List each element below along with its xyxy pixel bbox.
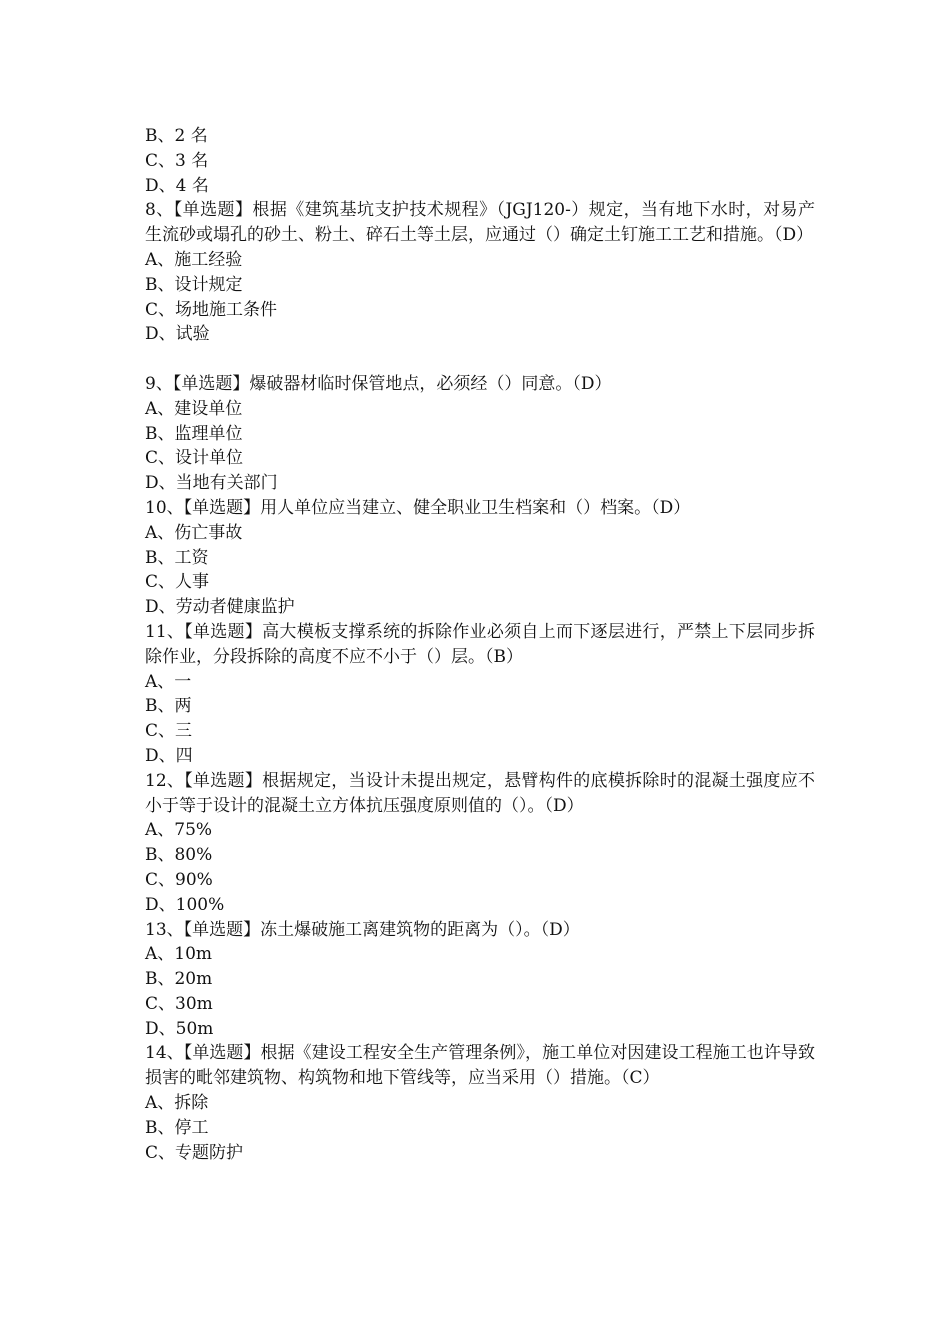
- answer-option: B、80%: [145, 845, 213, 866]
- answer-option: D、劳动者健康监护: [145, 597, 295, 618]
- answer-option: B、工资: [145, 547, 209, 568]
- question-text: 11、【单选题】高大模板支撑系统的拆除作业必须自上而下逐层进行，严禁上下层同步拆除作业，分段拆除的高度不应不小于（）层。（B）: [145, 621, 815, 667]
- answer-option: C、专题防护: [145, 1142, 244, 1163]
- answer-option: D、试验: [145, 324, 210, 345]
- answer-option: D、100%: [145, 894, 225, 915]
- answer-option: A、拆除: [145, 1093, 209, 1114]
- answer-option: B、停工: [145, 1117, 209, 1138]
- answer-option: C、三: [145, 721, 193, 742]
- answer-option: C、30m: [145, 993, 213, 1014]
- document-page: [145, 124, 815, 1165]
- answer-option: C、3 名: [145, 150, 209, 171]
- answer-option: D、50m: [145, 1018, 214, 1039]
- answer-option: A、伤亡事故: [145, 522, 243, 543]
- answer-option: D、四: [145, 745, 193, 766]
- answer-option: C、人事: [145, 572, 210, 593]
- answer-option: B、20m: [145, 969, 213, 990]
- question-text: 10、【单选题】用人单位应当建立、健全职业卫生档案和（）档案。（D）: [145, 497, 691, 518]
- answer-option: B、设计规定: [145, 274, 243, 295]
- answer-option: B、监理单位: [145, 423, 243, 444]
- answer-option: C、设计单位: [145, 448, 244, 469]
- blank-line: [145, 347, 815, 372]
- question-text: 14、【单选题】根据《建设工程安全生产管理条例》，施工单位对因建设工程施工也许导致损害的毗邻建筑物、构筑物和地下管线等，应当采用（）措施。（C）: [145, 1043, 815, 1089]
- answer-option: A、10m: [145, 944, 213, 965]
- answer-option: C、90%: [145, 869, 213, 890]
- question-text: 13、【单选题】冻土爆破施工离建筑物的距离为（）。（D）: [145, 919, 580, 940]
- question-text: 8、【单选题】根据《建筑基坑支护技术规程》（JGJ120-）规定，当有地下水时，对易产生流砂或塌孔的砂土、粉土、碎石土等土层，应通过（）确定土钉施工工艺和措施。（D）: [145, 200, 815, 246]
- answer-option: A、施工经验: [145, 249, 243, 270]
- answer-option: D、当地有关部门: [145, 473, 278, 494]
- answer-option: A、75%: [145, 820, 213, 841]
- answer-option: A、建设单位: [145, 398, 243, 419]
- answer-option: A、一: [145, 671, 192, 692]
- answer-option: B、2 名: [145, 126, 208, 146]
- question-text: 9、【单选题】爆破器材临时保管地点，必须经（）同意。（D）: [145, 373, 612, 394]
- answer-option: C、场地施工条件: [145, 299, 278, 320]
- answer-option: D、4 名: [145, 175, 209, 196]
- question-text: 12、【单选题】根据规定，当设计未提出规定，悬臂构件的底模拆除时的混凝土强度应不小于等于设计的混凝土立方体抗压强度原则值的（）。（D）: [145, 770, 815, 816]
- answer-option: B、两: [145, 696, 192, 717]
